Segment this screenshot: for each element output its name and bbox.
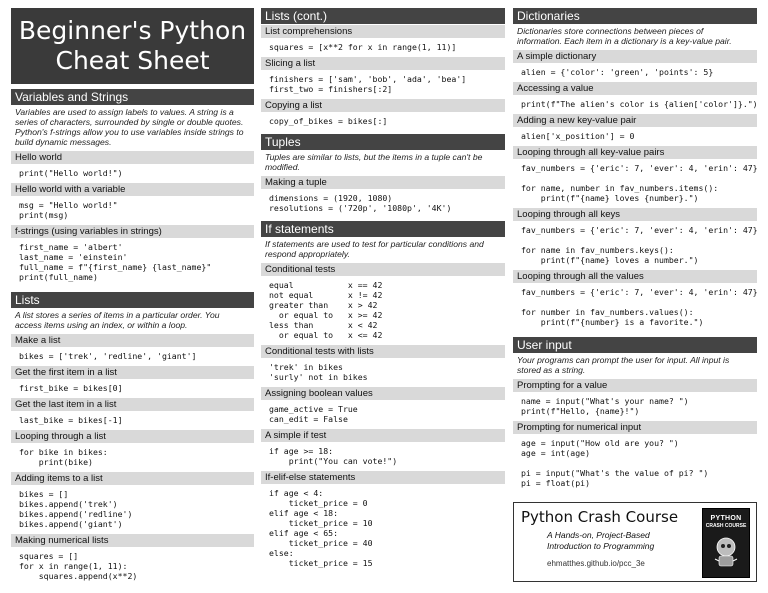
section-desc-variables: Variables are used to assign labels to values. A string is a series of characters, surrounded by single or double quotes. Python's f-strings allow you to use variables inside strings to build dynamic messages. — [15, 107, 244, 147]
subheader-loop-values: Looping through all the values — [513, 270, 757, 283]
section-desc-lists: A list stores a series of items in a particular order. You access items using an index, or within a loop. — [15, 310, 220, 330]
section-header-if: If statements — [261, 221, 505, 237]
section-header-user-input: User input — [513, 337, 757, 353]
subheader-adding-items: Adding items to a list — [11, 472, 254, 485]
section-header-lists-cont: Lists (cont.) — [261, 8, 505, 24]
code-slicing: finishers = ['sam', 'bob', 'ada', 'bea'] first_two = finishers[:2] — [269, 74, 467, 94]
subheader-making-tuple: Making a tuple — [261, 176, 505, 189]
column-2 — [261, 8, 505, 569]
subheader-loop-pairs: Looping through all key-value pairs — [513, 146, 757, 159]
code-simple-if: if age >= 18: print("You can vote!") — [269, 446, 398, 466]
subheader-hello-world: Hello world — [11, 151, 254, 164]
section-desc-dictionaries: Dictionaries store connections between pieces of information. Each item in a dictionary is a key-value pair. — [517, 26, 732, 46]
code-adding-items: bikes = [] bikes.append('trek') bikes.append('redline') bikes.append('giant') — [19, 489, 133, 529]
code-if-elif-else: if age < 4: ticket_price = 0 elif age < 18: ticket_price = 10 elif age < 65: ticket_price = 40 else: ticket_price = 15 — [269, 488, 373, 568]
title-line-1: Beginner's Python — [18, 16, 247, 45]
subheader-hello-variable: Hello world with a variable — [11, 183, 254, 196]
subheader-prompting-value: Prompting for a value — [513, 379, 757, 392]
subheader-first-item: Get the first item in a list — [11, 366, 254, 379]
code-looping-list: for bike in bikes: print(bike) — [19, 447, 108, 467]
subheader-list-comprehensions: List comprehensions — [261, 25, 505, 38]
subheader-boolean-values: Assigning boolean values — [261, 387, 505, 400]
subheader-simple-if: A simple if test — [261, 429, 505, 442]
subheader-if-elif-else: If-elif-else statements — [261, 471, 505, 484]
code-hello-variable: msg = "Hello world!" print(msg) — [19, 200, 118, 220]
section-header-dictionaries: Dictionaries — [513, 8, 757, 24]
code-hello-world: print("Hello world!") — [19, 168, 123, 178]
code-fstrings: first_name = 'albert' last_name = 'einstein' full_name = f"{first_name} {last_name}" print(full_name) — [19, 242, 212, 282]
section-header-variables: Variables and Strings — [11, 89, 254, 105]
code-loop-pairs: fav_numbers = {'eric': 7, 'ever': 4, 'erin': 47} for name, number in fav_numbers.items(): print(f"{name} loves {number}.") — [521, 163, 758, 203]
code-accessing-value: print(f"The alien's color is {alien['color']}.") — [521, 99, 758, 109]
book-cover-subtitle: CRASH COURSE — [705, 523, 747, 529]
code-simple-dict: alien = {'color': 'green', 'points': 5} — [521, 67, 714, 77]
subheader-copying: Copying a list — [261, 99, 505, 112]
title-line-2: Cheat Sheet — [55, 46, 210, 75]
book-ad-box — [513, 502, 757, 582]
code-tests-with-lists: 'trek' in bikes 'surly' not in bikes — [269, 362, 368, 382]
subheader-loop-keys: Looping through all keys — [513, 208, 757, 221]
code-loop-keys: fav_numbers = {'eric': 7, 'ever': 4, 'erin': 47} for name in fav_numbers.keys(): print(f"{name} loves a number.") — [521, 225, 758, 265]
code-loop-values: fav_numbers = {'eric': 7, 'ever': 4, 'erin': 47} for number in fav_numbers.values(): print(f"{number} is a favorite.") — [521, 287, 758, 327]
book-cover-image — [702, 508, 750, 578]
code-making-tuple: dimensions = (1920, 1080) resolutions = ('720p', '1080p', '4K') — [269, 193, 452, 213]
subheader-fstrings: f-strings (using variables in strings) — [11, 225, 254, 238]
subheader-numerical-lists: Making numerical lists — [11, 534, 254, 547]
code-make-list: bikes = ['trek', 'redline', 'giant'] — [19, 351, 197, 361]
section-desc-user-input: Your programs can prompt the user for input. All input is stored as a string. — [517, 355, 730, 375]
subheader-adding-pair: Adding a new key-value pair — [513, 114, 757, 127]
subheader-conditional-tests: Conditional tests — [261, 263, 505, 276]
subheader-simple-dict: A simple dictionary — [513, 50, 757, 63]
code-list-comprehensions: squares = [x**2 for x in range(1, 11)] — [269, 42, 457, 52]
code-boolean-values: game_active = True can_edit = False — [269, 404, 358, 424]
book-cover-title: PYTHON — [710, 515, 742, 522]
column-1 — [11, 8, 254, 582]
code-copying: copy_of_bikes = bikes[:] — [269, 116, 388, 126]
column-3 — [513, 8, 757, 489]
code-first-item: first_bike = bikes[0] — [19, 383, 123, 393]
section-header-lists: Lists — [11, 292, 254, 308]
code-last-item: last_bike = bikes[-1] — [19, 415, 123, 425]
code-prompting-numerical: age = input("How old are you? ") age = int(age) pi = input("What's the value of pi? ") pi = float(pi) — [521, 438, 709, 488]
subheader-slicing: Slicing a list — [261, 57, 505, 70]
code-numerical-lists: squares = [] for x in range(1, 11): squares.append(x**2) — [19, 551, 138, 581]
subheader-looping-list: Looping through a list — [11, 430, 254, 443]
subheader-accessing-value: Accessing a value — [513, 82, 757, 95]
title-block — [11, 8, 254, 84]
subheader-last-item: Get the last item in a list — [11, 398, 254, 411]
section-desc-tuples: Tuples are similar to lists, but the items in a tuple can't be modified. — [265, 152, 483, 172]
code-conditional-tests: equal x == 42 not equal x != 42 greater than x > 42 or equal to x >= 42 less than x < 42 or equal to x <= 42 — [269, 280, 383, 340]
section-desc-if: If statements are used to test for particular conditions and respond appropriately. — [265, 239, 484, 259]
book-ad-url[interactable]: ehmatthes.github.io/pcc_3e — [547, 559, 645, 568]
code-adding-pair: alien['x_position'] = 0 — [521, 131, 635, 141]
code-prompting-value: name = input("What's your name? ") print(f"Hello, {name}!") — [521, 396, 689, 416]
subheader-make-list: Make a list — [11, 334, 254, 347]
subheader-prompting-numerical: Prompting for numerical input — [513, 421, 757, 434]
section-header-tuples: Tuples — [261, 134, 505, 150]
book-ad-subtitle: A Hands-on, Project-Based Introduction to Programming — [547, 530, 655, 551]
robot-illustration-icon — [711, 535, 741, 569]
subheader-tests-with-lists: Conditional tests with lists — [261, 345, 505, 358]
book-ad-title: Python Crash Course — [521, 508, 679, 526]
